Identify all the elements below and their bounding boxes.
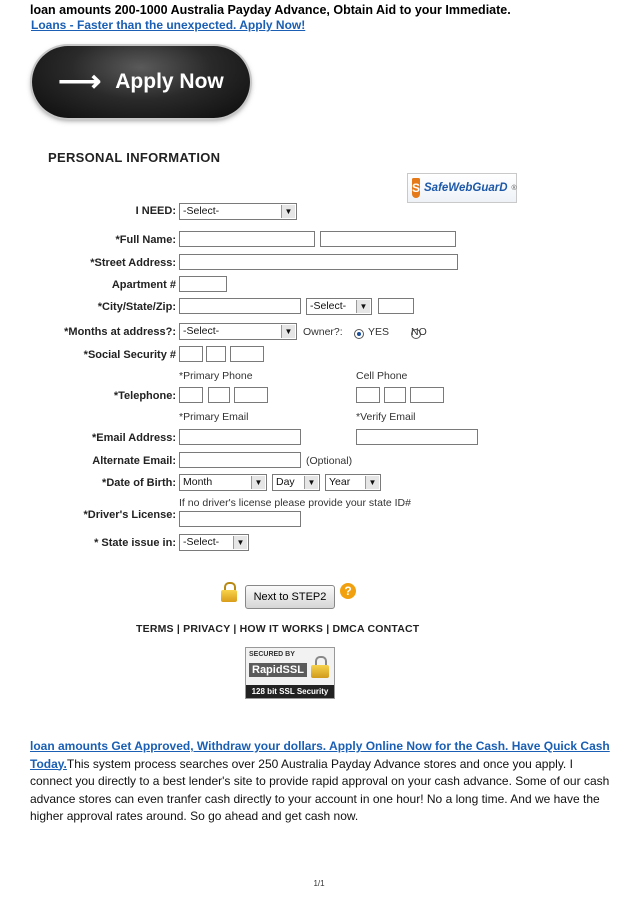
i-need-value: -Select- bbox=[183, 205, 220, 217]
chevron-down-icon: ▼ bbox=[281, 325, 295, 338]
state-value: -Select- bbox=[310, 300, 347, 312]
alternate-email-label: Alternate Email: bbox=[92, 455, 176, 467]
owner-yes-label: YES bbox=[368, 326, 390, 338]
state-issue-value: -Select- bbox=[183, 536, 220, 548]
i-need-label: I NEED: bbox=[135, 205, 176, 217]
email-address-label: *Email Address: bbox=[92, 432, 176, 444]
city-state-zip-label: *City/State/Zip: bbox=[97, 301, 176, 313]
owner-yes-radio[interactable] bbox=[354, 329, 364, 339]
cell-phone-area-input[interactable] bbox=[356, 387, 380, 403]
drivers-license-label: *Driver's License: bbox=[83, 509, 176, 521]
dob-month-value: Month bbox=[183, 476, 213, 488]
chevron-down-icon: ▼ bbox=[365, 476, 379, 489]
verify-email-input[interactable] bbox=[356, 429, 478, 445]
owner-no-label: NO bbox=[411, 326, 427, 338]
cell-phone-label: Cell Phone bbox=[356, 370, 408, 382]
street-address-label: *Street Address: bbox=[90, 257, 176, 269]
street-address-input[interactable] bbox=[179, 254, 458, 270]
page-number: 1/1 bbox=[313, 879, 325, 888]
last-name-input[interactable] bbox=[320, 231, 456, 247]
i-need-select[interactable] bbox=[179, 203, 297, 220]
rapidssl-seal bbox=[245, 647, 335, 699]
body-text: This system process searches over 250 Australia Payday Advance stores and once you apply. I connect you directly to a best lender's site to provide rapid approval on your cash advance. Some of our cash advance stores can even tranfer cash directly to your account in one hour! No a long time. And we have the higher approval rates around. So go ahead and get cash now. bbox=[30, 756, 610, 823]
owner-label: Owner?: bbox=[303, 326, 343, 338]
lock-icon bbox=[221, 582, 237, 600]
cell-phone-prefix-input[interactable] bbox=[384, 387, 406, 403]
verify-email-label: *Verify Email bbox=[356, 411, 416, 423]
ssn-part3-input[interactable] bbox=[230, 346, 264, 362]
ssl-brand: RapidSSL bbox=[249, 663, 307, 677]
ssn-label: *Social Security # bbox=[83, 349, 176, 361]
dob-day-value: Day bbox=[276, 476, 295, 488]
chevron-down-icon: ▼ bbox=[281, 205, 295, 218]
dob-month-select[interactable] bbox=[179, 474, 267, 491]
dob-year-value: Year bbox=[329, 476, 351, 488]
months-select[interactable] bbox=[179, 323, 297, 340]
arrow-right-icon: ⟶ bbox=[58, 65, 102, 98]
full-name-label: *Full Name: bbox=[115, 234, 176, 246]
state-select[interactable] bbox=[306, 298, 372, 315]
ssl-secured-by: SECURED BY bbox=[249, 651, 295, 658]
zip-input[interactable] bbox=[378, 298, 414, 314]
primary-phone-prefix-input[interactable] bbox=[208, 387, 230, 403]
primary-phone-line-input[interactable] bbox=[234, 387, 268, 403]
chevron-down-icon: ▼ bbox=[356, 300, 370, 313]
state-issue-select[interactable] bbox=[179, 534, 249, 551]
telephone-label: *Telephone: bbox=[113, 390, 176, 402]
ssl-strength: 128 bit SSL Security bbox=[246, 685, 334, 698]
optional-label: (Optional) bbox=[306, 455, 353, 467]
document-title: loan amounts 200-1000 Australia Payday Advance, Obtain Aid to your Immediate. bbox=[30, 3, 511, 17]
section-title: PERSONAL INFORMATION bbox=[48, 150, 221, 165]
drivers-license-input[interactable] bbox=[179, 511, 301, 527]
months-at-address-label: *Months at address?: bbox=[64, 326, 176, 338]
shield-icon: S bbox=[412, 178, 420, 198]
apartment-label: Apartment # bbox=[111, 279, 176, 291]
help-icon[interactable]: ? bbox=[340, 583, 356, 599]
next-step-button[interactable]: Next to STEP2 bbox=[245, 585, 335, 609]
footer-links[interactable]: TERMS | PRIVACY | HOW IT WORKS | DMCA CONTACT bbox=[136, 623, 420, 635]
dob-day-select[interactable] bbox=[272, 474, 320, 491]
chevron-down-icon: ▼ bbox=[304, 476, 318, 489]
date-of-birth-label: *Date of Birth: bbox=[102, 477, 176, 489]
apply-now-button[interactable] bbox=[32, 46, 250, 118]
primary-email-label: *Primary Email bbox=[179, 411, 249, 423]
first-name-input[interactable] bbox=[179, 231, 315, 247]
email-input[interactable] bbox=[179, 429, 301, 445]
apartment-input[interactable] bbox=[179, 276, 227, 292]
primary-phone-area-input[interactable] bbox=[179, 387, 203, 403]
registered-mark: ® bbox=[511, 184, 517, 192]
padlock-icon bbox=[311, 656, 329, 678]
ssn-part1-input[interactable] bbox=[179, 346, 203, 362]
dob-year-select[interactable] bbox=[325, 474, 381, 491]
safewebguard-badge bbox=[407, 173, 517, 203]
alternate-email-input[interactable] bbox=[179, 452, 301, 468]
state-issue-label: * State issue in: bbox=[94, 537, 176, 549]
cell-phone-line-input[interactable] bbox=[410, 387, 444, 403]
city-input[interactable] bbox=[179, 298, 301, 314]
ssn-part2-input[interactable] bbox=[206, 346, 226, 362]
apply-now-link[interactable]: Loans - Faster than the unexpected. Apply Now! bbox=[31, 18, 306, 32]
license-hint: If no driver's license please provide your state ID# bbox=[179, 497, 411, 509]
apply-now-label: Apply Now bbox=[115, 70, 224, 93]
body-paragraph bbox=[30, 738, 610, 826]
primary-phone-label: *Primary Phone bbox=[179, 370, 253, 382]
chevron-down-icon: ▼ bbox=[251, 476, 265, 489]
badge-text: SafeWebGuarD bbox=[424, 182, 508, 194]
chevron-down-icon: ▼ bbox=[233, 536, 247, 549]
months-value: -Select- bbox=[183, 325, 220, 337]
body-lead-link[interactable]: loan amounts Get Approved, Withdraw your dollars. Apply Online Now for the Cash. Have Quick Cash Today. bbox=[30, 739, 610, 771]
